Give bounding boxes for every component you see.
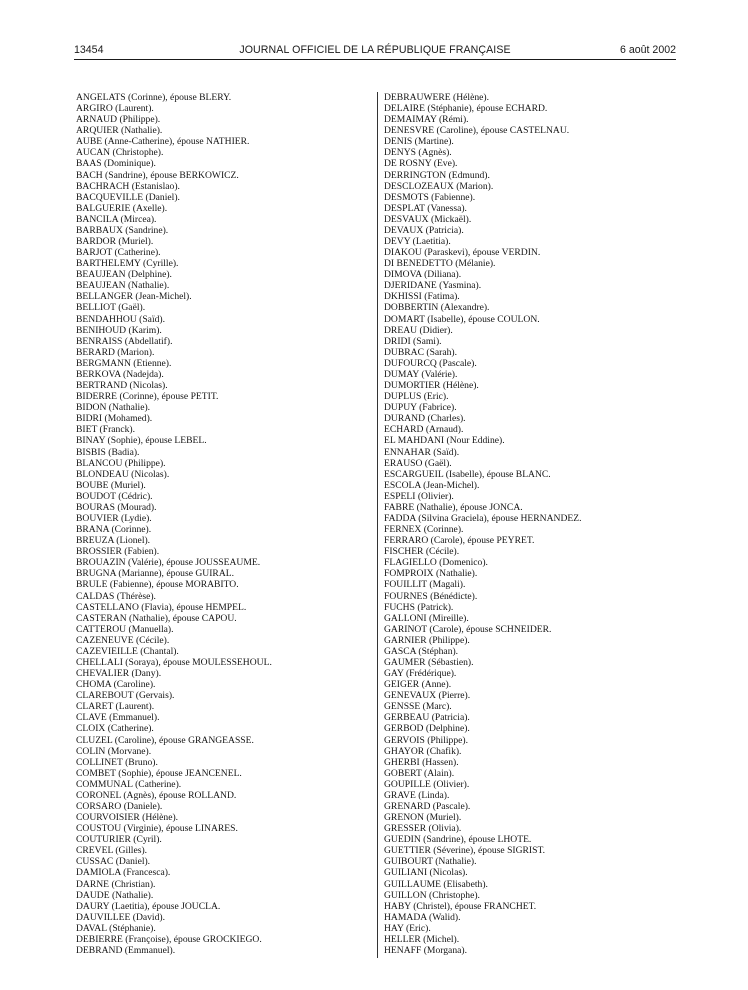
name-entry: CLAREBOUT (Gervais). [76,690,175,702]
name-entry: BRULE (Fabienne), épouse MORABITO. [76,579,239,591]
name-entry: BARBAUX (Sandrine). [76,224,169,236]
name-entry: ESCARGUEIL (Isabelle), épouse BLANC. [384,468,551,480]
name-entry: COLLINET (Bruno). [76,756,158,768]
name-entry: CASTERAN (Nathalie), épouse CAPOU. [76,612,237,624]
name-entry: CORSARO (Daniele). [76,801,163,812]
name-entry: GAUMER (Sébastien). [384,656,474,668]
name-entry: CHOMA (Caroline). [76,679,156,691]
name-entry: BAAS (Dominique). [76,158,156,170]
name-entry: BELLANGER (Jean-Michel). [76,291,192,303]
name-entry: ARNAUD (Philippe). [76,114,161,126]
name-entry: DI BENEDETTO (Mélanie). [384,258,496,270]
page-number: 13454 [74,44,104,56]
name-entry: DOMART (Isabelle), épouse COULON. [384,313,540,325]
name-entry: HABY (Christel), épouse FRANCHET. [384,900,537,912]
name-entry: GUEDIN (Sandrine), épouse LHOTE. [384,834,532,846]
name-entry: GASCA (Stéphan). [384,645,459,657]
name-entry: DESPLAT (Vanessa). [384,202,467,214]
name-entry: GHERBI (Hassen). [384,756,459,768]
name-entry: DRIDI (Sami). [384,335,442,347]
name-entry: CHELLALI (Soraya), épouse MOULESSEHOUL. [76,656,272,668]
name-entry: GRAVE (Linda). [384,789,450,801]
name-entry: DENYS (Agnès). [384,147,452,159]
name-entry: GERBOD (Delphine). [384,723,470,735]
name-entry: BANCILA (Mircea). [76,213,157,225]
name-entry: BROUAZIN (Valérie), épouse JOUSSEAUME. [76,557,261,569]
name-entry: DUPLUS (Eric). [384,391,449,403]
name-entry: DE ROSNY (Eve). [384,158,458,170]
name-entry: DJERIDANE (Yasmina). [384,280,482,292]
name-entry: DURAND (Charles). [384,413,466,425]
name-entry: FLAGIELLO (Domenico). [384,557,488,569]
name-list-right-column [384,92,684,956]
name-list-left-column [76,92,374,956]
name-entry: COUSTOU (Virginie), épouse LINARES. [76,823,238,835]
name-entry: DAUVILLEE (David). [76,911,165,923]
name-entry: DUBRAC (Sarah). [384,346,458,358]
name-entry: AUBE (Anne-Catherine), épouse NATHIER. [76,136,250,148]
name-entry: DELAIRE (Stéphanie), épouse ECHARD. [384,103,548,115]
name-entry: GRENARD (Pascale). [384,801,471,812]
name-entry: BELLIOT (Gaël). [76,302,146,314]
name-entry: COUTURIER (Cyril). [76,834,162,846]
name-entry: BRANA (Corinne). [76,524,152,536]
name-entry: FOMPROIX (Nathalie). [384,568,478,580]
journal-title: JOURNAL OFFICIEL DE LA RÉPUBLIQUE FRANÇAISE [239,44,511,56]
name-entry: DKHISSI (Fatima). [384,291,460,303]
name-entry: BACHRACH (Estanislao). [76,180,180,192]
name-entry: DREAU (Didier). [384,324,453,336]
name-entry: GALLONI (Mireille). [384,612,469,624]
name-entry: AUCAN (Christophe). [76,147,164,159]
name-entry: DARNE (Christian). [76,878,156,890]
name-entry: FUCHS (Patrick). [384,601,454,613]
name-entry: CAZEVIEILLE (Chantal). [76,645,179,657]
name-entry: GENSSE (Marc). [384,701,452,713]
name-entry: BLANCOU (Philippe). [76,457,166,469]
name-entry: DESMOTS (Fabienne). [384,191,476,203]
page-header [74,43,676,57]
name-entry: GERVOIS (Philippe). [384,734,468,746]
name-entry: CALDAS (Thérèse). [76,590,156,602]
name-entry: BRUGNA (Marianne), épouse GUIRAL. [76,568,235,580]
name-entry: CREVEL (Gilles). [76,845,148,857]
name-entry: EL MAHDANI (Nour Eddine). [384,435,505,447]
name-entry: BERKOVA (Nadejda). [76,368,164,380]
name-entry: BREUZA (Lionel). [76,535,151,547]
name-entry: BERGMANN (Etienne). [76,357,172,369]
name-entry: DESVAUX (Mickaël). [384,213,472,225]
name-entry: GOBERT (Alain). [384,767,455,779]
name-entry: GOUPILLE (Olivier). [384,778,470,790]
name-entry: DEBRAUWERE (Hélène). [384,92,489,103]
name-entry: COMMUNAL (Catherine). [76,778,182,790]
name-entry: CLUZEL (Caroline), épouse GRANGEASSE. [76,734,254,746]
name-entry: ARGIRO (Laurent). [76,103,154,115]
name-entry: BOUDOT (Cédric). [76,490,153,502]
name-entry: CATTEROU (Manuella). [76,623,174,635]
name-entry: CASTELLANO (Flavia), épouse HEMPEL. [76,601,247,613]
name-entry: CUSSAC (Daniel). [76,856,151,868]
name-entry: GARNIER (Philippe). [384,634,470,646]
name-entry: CAZENEUVE (Cécile). [76,634,170,646]
name-entry: ANGELATS (Corinne), épouse BLERY. [76,92,232,103]
name-entry: HENAFF (Morgana). [384,945,467,957]
name-entry: BENIHOUD (Karim). [76,324,162,336]
name-entry: CLARET (Laurent). [76,701,155,713]
name-entry: CLAVE (Emmanuel). [76,712,160,724]
name-entry: GARINOT (Carole), épouse SCHNEIDER. [384,623,552,635]
name-entry: GEIGER (Anne). [384,679,452,691]
name-entry: GRENON (Muriel). [384,812,462,824]
name-entry: BACQUEVILLE (Daniel). [76,191,180,203]
name-entry: FABRE (Nathalie), épouse JONCA. [384,501,523,513]
name-entry: GRESSER (Olivia). [384,823,462,835]
name-entry: GUILLON (Christophe). [384,889,480,901]
name-entry: ESPELI (Olivier). [384,490,454,502]
name-entry: DENESVRE (Caroline), épouse CASTELNAU. [384,125,570,137]
name-entry: FERRARO (Carole), épouse PEYRET. [384,535,535,547]
name-entry: CHEVALIER (Dany). [76,668,162,680]
name-entry: BISBIS (Badia). [76,446,140,458]
name-entry: DUMORTIER (Hélène). [384,380,479,392]
name-entry: GUETTIER (Séverine), épouse SIGRIST. [384,845,546,857]
name-entry: BARTHELEMY (Cyrille). [76,258,179,270]
name-entry: HAMADA (Walid). [384,911,461,923]
name-entry: ERAUSO (Gaël). [384,457,452,469]
name-entry: FOUILLIT (Magali). [384,579,466,591]
name-entry: BENDAHHOU (Saïd). [76,313,165,325]
name-entry: GERBEAU (Patricia). [384,712,470,724]
name-entry: BIDRI (Mohamed). [76,413,153,425]
name-entry: BIDON (Nathalie). [76,402,151,414]
name-entry: BALGUERIE (Axelle). [76,202,168,214]
name-entry: GAY (Frédérique). [384,668,457,680]
column-divider [377,92,378,958]
name-entry: BENRAISS (Abdellatif). [76,335,173,347]
name-entry: DEVY (Laetitia). [384,236,451,248]
name-entry: BIET (Franck). [76,424,135,436]
name-entry: BARJOT (Catherine). [76,247,161,259]
header-rule [74,59,676,60]
name-entry: DAUDE (Nathalie). [76,889,154,901]
name-entry: BEAUJEAN (Nathalie). [76,280,170,292]
publication-date: 6 août 2002 [620,44,676,56]
name-entry: COLIN (Morvane). [76,745,152,757]
name-entry: CORONEL (Agnès), épouse ROLLAND. [76,789,237,801]
name-entry: BOUBE (Muriel). [76,479,146,491]
name-entry: BROSSIER (Fabien). [76,546,160,558]
name-entry: BERARD (Marion). [76,346,155,358]
name-entry: BLONDEAU (Nicolas). [76,468,170,480]
name-entry: DEBRAND (Emmanuel). [76,945,176,957]
name-entry: GHAYOR (Chafik). [384,745,462,757]
name-entry: DERRINGTON (Edmund). [384,169,490,181]
name-entry: DAMIOLA (Francesca). [76,867,171,879]
name-entry: BINAY (Sophie), épouse LEBEL. [76,435,207,447]
name-entry: DIMOVA (Diliana). [384,269,462,281]
name-entry: DAVAL (Stéphanie). [76,922,156,934]
name-entry: CLOIX (Catherine). [76,723,154,735]
name-entry: DEBIERRE (Françoise), épouse GROCKIEGO. [76,933,262,945]
name-entry: ENNAHAR (Saïd). [384,446,460,458]
name-entry: GUIBOURT (Nathalie). [384,856,477,868]
name-entry: DESCLOZEAUX (Marion). [384,180,494,192]
name-entry: DIAKOU (Paraskevi), épouse VERDIN. [384,247,541,259]
name-entry: DEVAUX (Patricia). [384,224,464,236]
name-entry: DOBBERTIN (Alexandre). [384,302,490,314]
name-entry: BARDOR (Muriel). [76,236,154,248]
name-entry: COMBET (Sophie), épouse JEANCENEL. [76,767,242,779]
name-entry: COURVOISIER (Hélène). [76,812,179,824]
name-entry: DEMAIMAY (Rémi). [384,114,469,126]
name-entry: DUPUY (Fabrice). [384,402,457,414]
name-entry: DAURY (Laetitia), épouse JOUCLA. [76,900,221,912]
name-entry: BERTRAND (Nicolas). [76,380,168,392]
name-entry: ESCOLA (Jean-Michel). [384,479,480,491]
name-entry: GENEVAUX (Pierre). [384,690,471,702]
name-entry: FADDA (Silvina Graciela), épouse HERNANDEZ. [384,512,582,524]
name-entry: FOURNES (Bénédicte). [384,590,478,602]
name-entry: HAY (Eric). [384,922,431,934]
name-entry: BOURAS (Mourad). [76,501,157,513]
name-entry: DENIS (Martine). [384,136,454,148]
name-entry: FISCHER (Cécile). [384,546,460,558]
name-entry: FERNEX (Corinne). [384,524,464,536]
name-entry: DUFOURCQ (Pascale). [384,357,477,369]
name-entry: BOUVIER (Lydie). [76,512,152,524]
name-entry: DUMAY (Valérie). [384,368,458,380]
name-entry: ECHARD (Arnaud). [384,424,464,436]
name-entry: BEAUJEAN (Delphine). [76,269,172,281]
name-entry: HELLER (Michel). [384,933,460,945]
name-entry: ARQUIER (Nathalie). [76,125,163,137]
name-entry: GUILLAUME (Elisabeth). [384,878,488,890]
name-entry: GUILIANI (Nicolas). [384,867,468,879]
name-entry: BACH (Sandrine), épouse BERKOWICZ. [76,169,239,181]
name-entry: BIDERRE (Corinne), épouse PETIT. [76,391,219,403]
